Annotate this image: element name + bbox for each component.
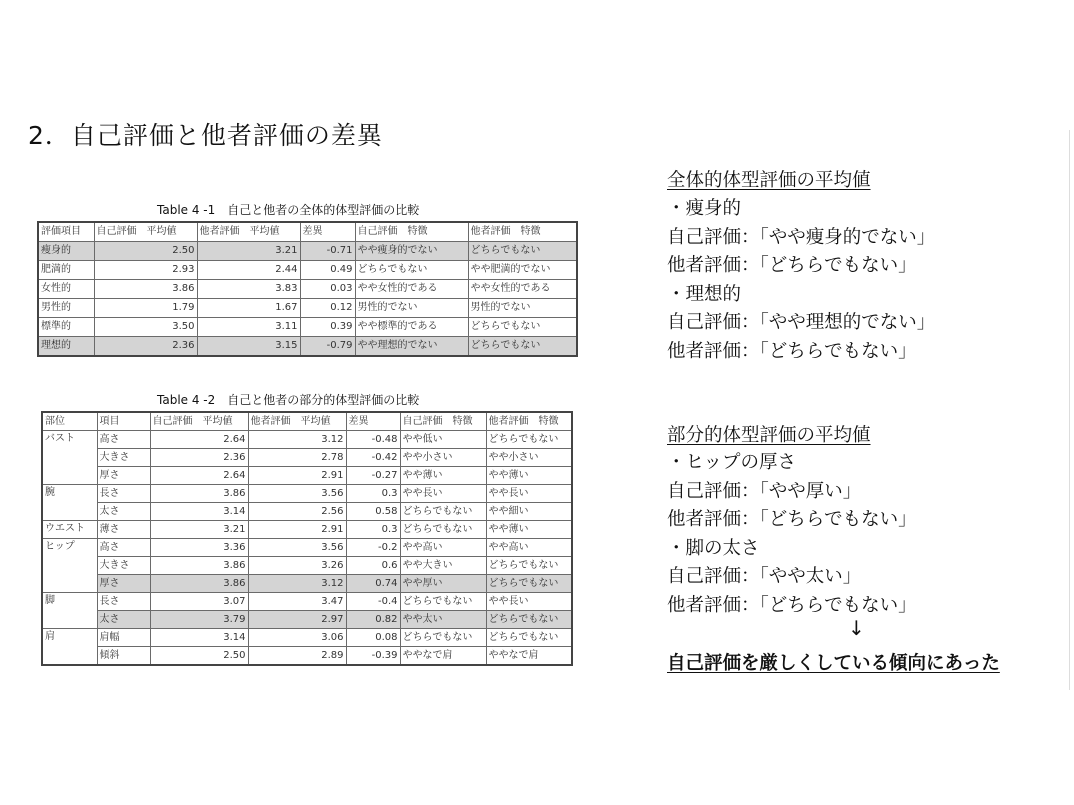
item-cell: 理想的 — [38, 337, 94, 357]
diff-cell: 0.74 — [346, 575, 400, 593]
other-feature-cell: ややなで肩 — [486, 647, 572, 666]
summary-line: 他者評価：「どちらでもない」 — [667, 594, 917, 616]
other-feature-cell: やや薄い — [486, 467, 572, 485]
item-cell: 高さ — [97, 431, 150, 449]
other-feature-cell: やや長い — [486, 593, 572, 611]
other-mean-cell: 3.12 — [248, 431, 346, 449]
other-feature-cell: どちらでもない — [468, 242, 577, 261]
summary-line: 自己評価：「やや太い」 — [667, 566, 862, 587]
self-mean-cell: 3.50 — [94, 318, 197, 337]
table-row — [42, 539, 572, 557]
other-feature-cell: どちらでもない — [486, 611, 572, 629]
self-mean-cell: 1.79 — [94, 299, 197, 318]
item-cell: 薄さ — [97, 521, 150, 539]
other-feature-cell: やや長い — [486, 485, 572, 503]
table1-caption: Table 4 -1 自己と他者の全体的体型評価の比較 — [157, 203, 420, 217]
overall-evaluation-table — [37, 221, 578, 357]
item-cell: 厚さ — [97, 575, 150, 593]
self-feature-cell: どちらでもない — [400, 503, 486, 521]
table-row — [42, 503, 572, 521]
other-feature-cell: どちらでもない — [486, 629, 572, 647]
part-cell: 腕 — [42, 485, 97, 521]
diff-cell: -0.27 — [346, 467, 400, 485]
self-mean-cell: 2.50 — [94, 242, 197, 261]
column-header: 評価項目 — [38, 222, 94, 242]
summary1-title: 全体的体型評価の平均値 — [667, 170, 871, 191]
item-cell: 大きさ — [97, 557, 150, 575]
self-feature-cell: やや厚い — [400, 575, 486, 593]
summary-line: ・ヒップの厚さ — [667, 452, 796, 473]
self-feature-cell: どちらでもない — [400, 629, 486, 647]
column-header: 自己評価 特徴 — [400, 412, 486, 431]
item-cell: 太さ — [97, 503, 150, 521]
table-header-row — [38, 222, 577, 242]
diff-cell: -0.39 — [346, 647, 400, 666]
table-row — [42, 647, 572, 666]
other-feature-cell: どちらでもない — [468, 337, 577, 357]
summary2-title: 部分的体型評価の平均値 — [667, 425, 871, 446]
table-row — [42, 449, 572, 467]
other-mean-cell: 2.91 — [248, 467, 346, 485]
other-mean-cell: 2.56 — [248, 503, 346, 521]
other-mean-cell: 3.21 — [197, 242, 300, 261]
diff-cell: 0.49 — [300, 261, 355, 280]
self-mean-cell: 3.14 — [150, 503, 248, 521]
other-mean-cell: 3.15 — [197, 337, 300, 357]
other-mean-cell: 2.44 — [197, 261, 300, 280]
other-feature-cell: どちらでもない — [486, 557, 572, 575]
other-feature-cell: やや女性的である — [468, 280, 577, 299]
column-header: 他者評価 特徴 — [486, 412, 572, 431]
self-feature-cell: やや女性的である — [355, 280, 468, 299]
self-feature-cell: やや高い — [400, 539, 486, 557]
column-header: 他者評価 平均値 — [248, 412, 346, 431]
diff-cell: -0.4 — [346, 593, 400, 611]
table-row — [38, 299, 577, 318]
self-mean-cell: 3.14 — [150, 629, 248, 647]
conclusion-text: 自己評価を厳しくしている傾向にあった — [667, 653, 1000, 674]
table-row — [42, 593, 572, 611]
self-feature-cell: やや標準的である — [355, 318, 468, 337]
other-mean-cell: 3.11 — [197, 318, 300, 337]
table-row — [38, 242, 577, 261]
diff-cell: -0.71 — [300, 242, 355, 261]
self-mean-cell: 2.36 — [94, 337, 197, 357]
other-feature-cell: どちらでもない — [468, 318, 577, 337]
other-feature-cell: どちらでもない — [486, 431, 572, 449]
table-row — [38, 280, 577, 299]
table-row — [38, 337, 577, 357]
partial-evaluation-table — [41, 411, 573, 666]
self-mean-cell: 2.64 — [150, 467, 248, 485]
self-mean-cell: 3.79 — [150, 611, 248, 629]
down-arrow-icon: ↓ — [848, 616, 865, 640]
self-mean-cell: 3.86 — [150, 557, 248, 575]
other-mean-cell: 2.78 — [248, 449, 346, 467]
self-mean-cell: 3.86 — [150, 575, 248, 593]
self-feature-cell: ややなで肩 — [400, 647, 486, 666]
other-mean-cell: 3.06 — [248, 629, 346, 647]
column-header: 差異 — [300, 222, 355, 242]
item-cell: 厚さ — [97, 467, 150, 485]
item-cell: 高さ — [97, 539, 150, 557]
right-edge-divider — [1069, 130, 1070, 690]
self-feature-cell: やや低い — [400, 431, 486, 449]
item-cell: 肥満的 — [38, 261, 94, 280]
diff-cell: 0.58 — [346, 503, 400, 521]
summary-line: 自己評価：「やや痩身的でない」 — [667, 226, 936, 248]
self-feature-cell: やや薄い — [400, 467, 486, 485]
table-row — [42, 467, 572, 485]
summary-line: 他者評価：「どちらでもない」 — [667, 509, 917, 530]
self-feature-cell: やや太い — [400, 611, 486, 629]
item-cell: 傾斜 — [97, 647, 150, 666]
item-cell: 肩幅 — [97, 629, 150, 647]
other-feature-cell: やや小さい — [486, 449, 572, 467]
diff-cell: 0.39 — [300, 318, 355, 337]
other-mean-cell: 3.12 — [248, 575, 346, 593]
other-mean-cell: 2.97 — [248, 611, 346, 629]
item-cell: 女性的 — [38, 280, 94, 299]
diff-cell: -0.2 — [346, 539, 400, 557]
part-cell: 肩 — [42, 629, 97, 666]
diff-cell: -0.79 — [300, 337, 355, 357]
self-mean-cell: 2.64 — [150, 431, 248, 449]
self-feature-cell: どちらでもない — [400, 593, 486, 611]
self-feature-cell: 男性的でない — [355, 299, 468, 318]
item-cell: 太さ — [97, 611, 150, 629]
column-header: 他者評価 平均値 — [197, 222, 300, 242]
diff-cell: 0.6 — [346, 557, 400, 575]
item-cell: 痩身的 — [38, 242, 94, 261]
other-feature-cell: 男性的でない — [468, 299, 577, 318]
other-mean-cell: 3.83 — [197, 280, 300, 299]
item-cell: 長さ — [97, 593, 150, 611]
other-feature-cell: やや薄い — [486, 521, 572, 539]
diff-cell: -0.48 — [346, 431, 400, 449]
self-mean-cell: 3.21 — [150, 521, 248, 539]
item-cell: 男性的 — [38, 299, 94, 318]
diff-cell: 0.08 — [346, 629, 400, 647]
summary-line: 他者評価：「どちらでもない」 — [667, 255, 917, 276]
summary-line: 他者評価：「どちらでもない」 — [667, 340, 917, 362]
table-row — [42, 521, 572, 539]
self-mean-cell: 2.36 — [150, 449, 248, 467]
diff-cell: 0.3 — [346, 485, 400, 503]
item-cell: 大きさ — [97, 449, 150, 467]
self-mean-cell: 3.36 — [150, 539, 248, 557]
self-feature-cell: やや理想的でない — [355, 337, 468, 357]
column-header: 項目 — [97, 412, 150, 431]
part-cell: ヒップ — [42, 539, 97, 593]
table2-caption: Table 4 -2 自己と他者の部分的体型評価の比較 — [157, 393, 420, 407]
other-mean-cell: 1.67 — [197, 299, 300, 318]
table-row — [42, 575, 572, 593]
diff-cell: 0.03 — [300, 280, 355, 299]
self-mean-cell: 2.93 — [94, 261, 197, 280]
self-feature-cell: やや大きい — [400, 557, 486, 575]
self-feature-cell: やや小さい — [400, 449, 486, 467]
summary-line: 自己評価：「やや理想的でない」 — [667, 312, 936, 333]
self-mean-cell: 3.07 — [150, 593, 248, 611]
column-header: 部位 — [42, 412, 97, 431]
other-feature-cell: やや肥満的でない — [468, 261, 577, 280]
other-mean-cell: 3.56 — [248, 539, 346, 557]
other-mean-cell: 3.47 — [248, 593, 346, 611]
column-header: 差異 — [346, 412, 400, 431]
table-row — [42, 431, 572, 449]
other-mean-cell: 3.26 — [248, 557, 346, 575]
column-header: 自己評価 平均値 — [94, 222, 197, 242]
diff-cell: 0.12 — [300, 299, 355, 318]
table-row — [38, 318, 577, 337]
table-row — [42, 557, 572, 575]
self-feature-cell: やや痩身的でない — [355, 242, 468, 261]
other-mean-cell: 2.89 — [248, 647, 346, 666]
part-cell: 脚 — [42, 593, 97, 629]
column-header: 自己評価 平均値 — [150, 412, 248, 431]
diff-cell: 0.3 — [346, 521, 400, 539]
table-row — [42, 629, 572, 647]
table-row — [38, 261, 577, 280]
summary-line: ・脚の太さ — [667, 537, 760, 559]
item-cell: 長さ — [97, 485, 150, 503]
other-feature-cell: やや高い — [486, 539, 572, 557]
column-header: 自己評価 特徴 — [355, 222, 468, 242]
other-mean-cell: 2.91 — [248, 521, 346, 539]
table-header-row — [42, 412, 572, 431]
diff-cell: 0.82 — [346, 611, 400, 629]
table-row — [42, 611, 572, 629]
self-feature-cell: やや長い — [400, 485, 486, 503]
self-mean-cell: 3.86 — [94, 280, 197, 299]
item-cell: 標準的 — [38, 318, 94, 337]
other-feature-cell: やや細い — [486, 503, 572, 521]
self-feature-cell: どちらでもない — [355, 261, 468, 280]
other-mean-cell: 3.56 — [248, 485, 346, 503]
self-mean-cell: 3.86 — [150, 485, 248, 503]
summary-line: ・理想的 — [667, 283, 742, 305]
diff-cell: -0.42 — [346, 449, 400, 467]
part-cell: ウエスト — [42, 521, 97, 539]
other-feature-cell: どちらでもない — [486, 575, 572, 593]
part-cell: バスト — [42, 431, 97, 485]
column-header: 他者評価 特徴 — [468, 222, 577, 242]
summary-line: 自己評価：「やや厚い」 — [667, 480, 862, 502]
self-feature-cell: どちらでもない — [400, 521, 486, 539]
self-mean-cell: 2.50 — [150, 647, 248, 666]
summary-line: ・痩身的 — [667, 198, 742, 219]
slide-heading: 2．自己評価と他者評価の差異 — [28, 121, 383, 150]
table-row — [42, 485, 572, 503]
